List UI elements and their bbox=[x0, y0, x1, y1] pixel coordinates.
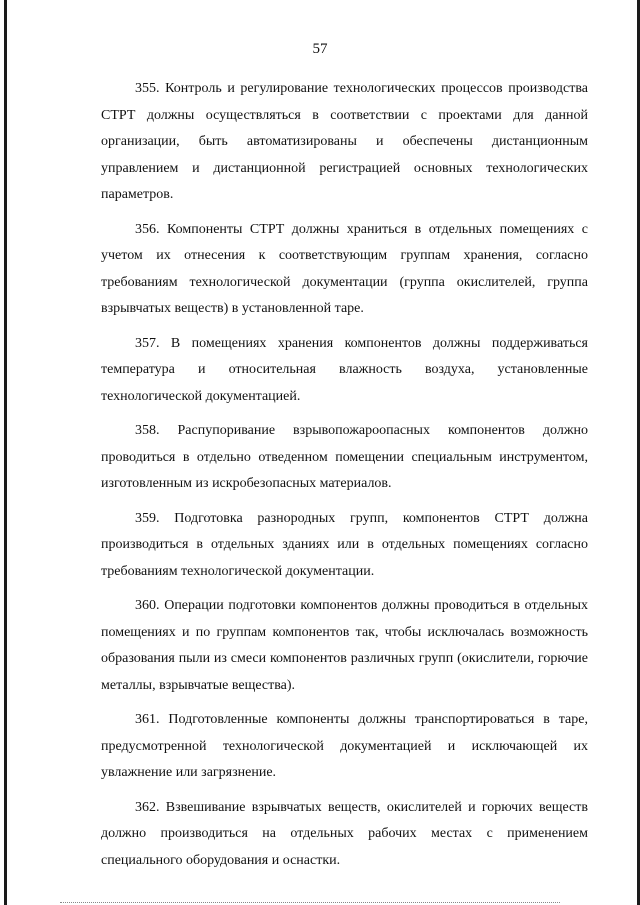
paragraph-362: 362. Взвешивание взрывчатых веществ, окислителей и горючих веществ должно производиться на отдельных рабочих местах с применением специального оборудования и оснастки. bbox=[101, 799, 588, 868]
page-number: 57 bbox=[312, 41, 328, 57]
scan-edge-left bbox=[4, 0, 7, 905]
document-body bbox=[101, 76, 588, 882]
paragraph-360: 360. Операции подготовки компонентов должны проводиться в отдельных помещениях и по группам компонентов так, чтобы исключалась возможность образования пыли из смеси компонентов различных групп (окислители, горючие металлы, взрывчатые вещества). bbox=[101, 598, 588, 693]
paragraph-356: 356. Компоненты СТРТ должны храниться в отдельных помещениях с учетом их отнесения к соответствующим группам хранения, согласно требованиям технологической документации (группа окислителей, группа взрывчатых веществ) в установленной таре. bbox=[101, 221, 588, 316]
paragraph-358: 358. Распупоривание взрывопожароопасных компонентов должно проводиться в отдельно отведенном помещении специальным инструментом, изготовленным из искробезопасных материалов. bbox=[101, 423, 588, 491]
paragraph-361: 361. Подготовленные компоненты должны транспортироваться в таре, предусмотренной технологической документацией и исключающей их увлажнение или загрязнение. bbox=[101, 712, 588, 780]
paragraph-359: 359. Подготовка разнородных групп, компонентов СТРТ должна производиться в отдельных зданиях или в отдельных помещениях согласно требованиям технологической документации. bbox=[101, 510, 588, 579]
paragraph-355: 355. Контроль и регулирование технологических процессов производства СТРТ должны осуществляться в соответствии с проектами для данной организации, быть автоматизированы и обеспечены дистанционным управлением и дистанционной регистрацией основных технологических параметров. bbox=[101, 81, 588, 202]
paragraph-357: 357. В помещениях хранения компонентов должны поддерживаться температура и относительная влажность воздуха, установленные технологической документацией. bbox=[101, 335, 588, 404]
scan-edge-bottom bbox=[60, 902, 560, 903]
